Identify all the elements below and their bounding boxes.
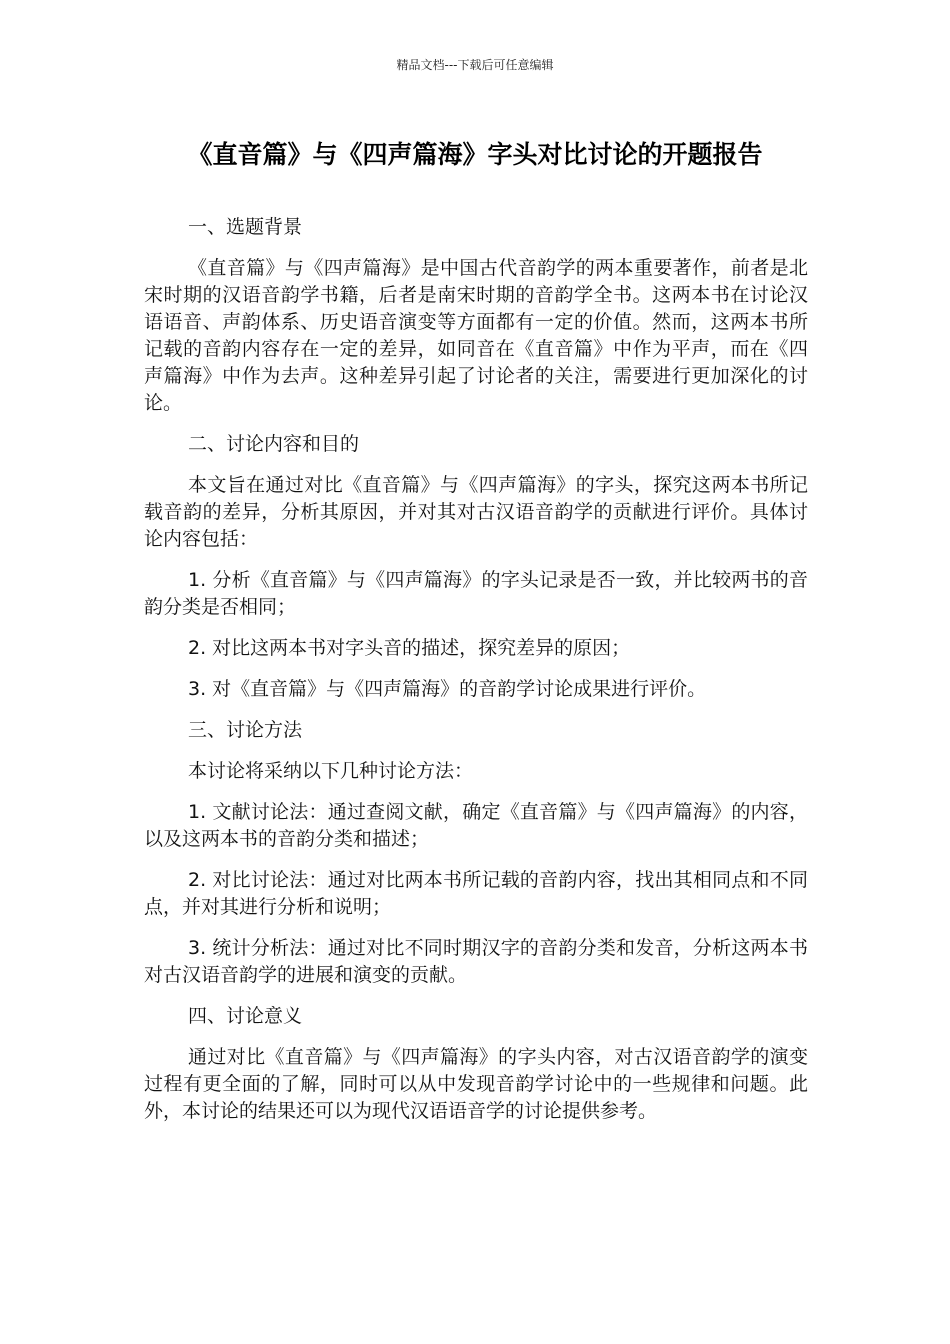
section-heading-content-purpose: 二、讨论内容和目的 [188, 433, 360, 455]
document-body [144, 214, 808, 1139]
significance-paragraph: 通过对比《直音篇》与《四声篇海》的字头内容，对古汉语音韵学的演变过程有更全面的了解，同时可以从中发现音韵学讨论中的一些规律和问题。此外，本讨论的结果还可以为现代汉语语音学的讨论提供参考。 [144, 1046, 808, 1122]
method-item-3: 3. 统计分析法：通过对比不同时期汉字的音韵分类和发音，分析这两本书对古汉语音韵学的进展和演变的贡献。 [144, 937, 808, 986]
content-item-1: 1. 分析《直音篇》与《四声篇海》的字头记录是否一致，并比较两书的音韵分类是否相同； [144, 569, 808, 618]
document-title: 《直音篇》与《四声篇海》字头对比讨论的开题报告 [187, 140, 763, 169]
section-heading-significance: 四、讨论意义 [188, 1005, 303, 1027]
section-heading-background: 一、选题背景 [188, 216, 303, 238]
method-item-2: 2. 对比讨论法：通过对比两本书所记载的音韵内容，找出其相同点和不同点，并对其进行分析和说明； [144, 869, 808, 918]
content-item-2: 2. 对比这两本书对字头音的描述，探究差异的原因； [188, 637, 631, 659]
page-header: 精品文档---下载后可任意编辑 [396, 58, 554, 72]
background-paragraph: 《直音篇》与《四声篇海》是中国古代音韵学的两本重要著作，前者是北宋时期的汉语音韵学书籍，后者是南宋时期的音韵学全书。这两本书在讨论汉语语音、声韵体系、历史语音演变等方面都有一定的价值。然而，这两本书所记载的音韵内容存在一定的差异，如同音在《直音篇》中作为平声，而在《四声篇海》中作为去声。这种差异引起了讨论者的关注，需要进行更加深化的讨论。 [144, 257, 808, 414]
section-heading-methods: 三、讨论方法 [188, 719, 303, 741]
purpose-paragraph: 本文旨在通过对比《直音篇》与《四声篇海》的字头，探究这两本书所记载音韵的差异，分析其原因，并对其对古汉语音韵学的贡献进行评价。具体讨论内容包括： [144, 474, 808, 550]
content-item-3: 3. 对《直音篇》与《四声篇海》的音韵学讨论成果进行评价。 [188, 678, 707, 700]
method-item-1: 1. 文献讨论法：通过查阅文献，确定《直音篇》与《四声篇海》的内容，以及这两本书的音韵分类和描述； [144, 801, 808, 850]
methods-intro: 本讨论将采纳以下几种讨论方法： [188, 760, 474, 782]
